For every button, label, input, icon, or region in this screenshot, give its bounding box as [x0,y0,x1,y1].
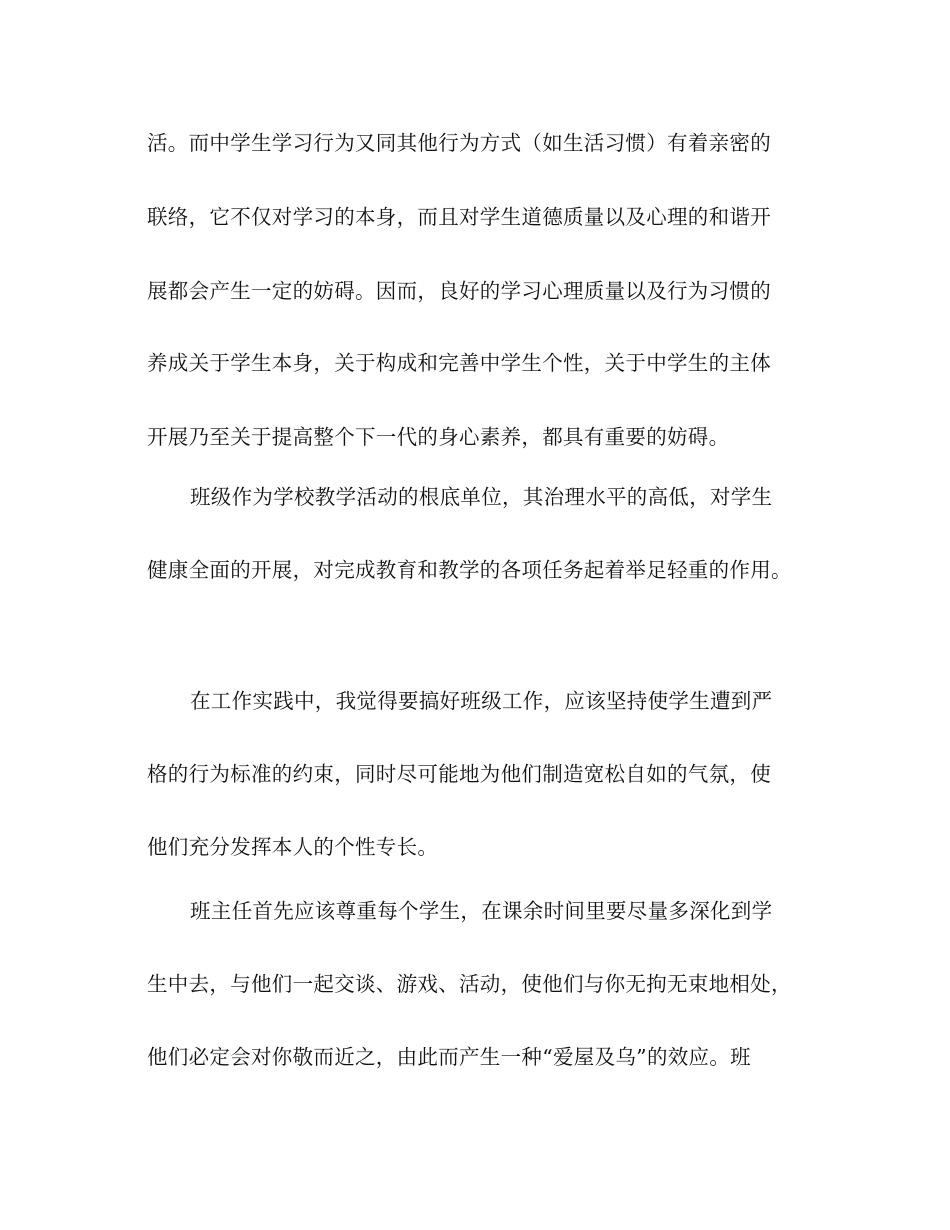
paragraph-line: 他们必定会对你敬而近之，由此而产生一种“爱屋及乌”的效应。班 [147,1045,751,1069]
paragraph-line: 格的行为标准的约束，同时尽可能地为他们制造宽松自如的气氛，使 [147,762,771,786]
paragraph-line: 生中去，与他们一起交谈、游戏、活动，使他们与你无拘无束地相处， [147,972,792,996]
paragraph-line: 他们充分发挥本人的个性专长。 [147,835,439,859]
paragraph-line: 养成关于学生本身，关于构成和完善中学生个性，关于中学生的主体 [147,351,771,375]
paragraph-line: 展都会产生一定的妨碍。因而，良好的学习心理质量以及行为习惯的 [147,279,771,303]
paragraph-line: 班主任首先应该尊重每个学生，在课余时间里要尽量多深化到学 [190,899,773,923]
paragraph-line: 班级作为学校教学活动的根底单位，其治理水平的高低，对学生 [190,485,773,509]
paragraph-line: 开展乃至关于提高整个下一代的身心素养，都具有重要的妨碍。 [147,425,730,449]
paragraph-line: 联络，它不仅对学习的本身，而且对学生道德质量以及心理的和谐开 [147,205,771,229]
paragraph-line: 健康全面的开展，对完成教育和教学的各项任务起着举足轻重的作用。 [147,558,792,582]
paragraph-line: 在工作实践中，我觉得要搞好班级工作，应该坚持使学生遭到严 [190,689,773,713]
paragraph-line: 活。而中学生学习行为又同其他行为方式（如生活习惯）有着亲密的 [147,131,771,155]
